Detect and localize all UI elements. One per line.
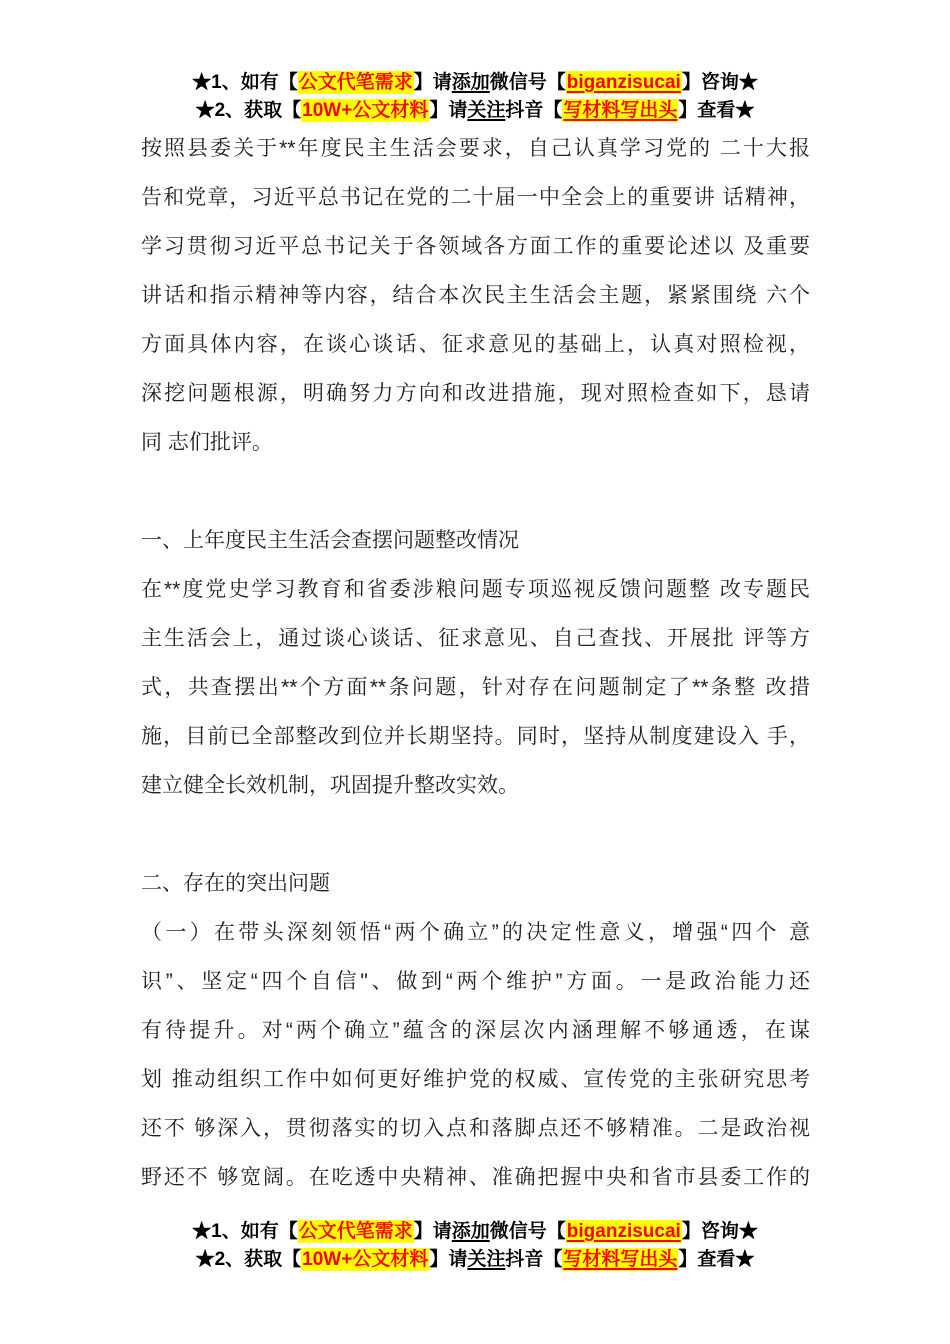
promo-text: 】请 [413, 72, 452, 93]
promo-text: 】咨询★ [681, 1221, 758, 1242]
promo-text: 微信号【 [489, 1221, 566, 1242]
document-line: 建立健全长效机制，巩固提升整改实效。 [141, 774, 519, 797]
highlighted-text: 写材料写出头 [563, 100, 678, 121]
promo-header [0, 69, 950, 125]
document-line [141, 467, 810, 516]
document-line: 告和党章，习近平总书记在党的二十届一中全会上的重要讲 话精神， [141, 186, 810, 209]
highlighted-text: 写材料写出头 [563, 1249, 678, 1270]
document-line: 式，共查摆出**个方面**条问题，针对存在问题制定了**条整 改措 [141, 676, 810, 699]
underlined-text: 关注 [467, 1249, 506, 1270]
promo-line [0, 97, 950, 125]
highlighted-text: 公文代笔需求 [298, 1221, 413, 1242]
document-line: 方面具体内容，在谈心谈话、征求意见的基础上，认真对照检视， [141, 333, 810, 356]
promo-text: 】请 [429, 1249, 468, 1270]
document-line: 深挖问题根源，明确努力方向和改进措施，现对照检查如下，恳请 [141, 382, 810, 405]
document-line: 还不 够深入，贯彻落实的切入点和落脚点还不够精准。二是政治视 [141, 1117, 810, 1140]
underlined-text: 关注 [467, 100, 506, 121]
document-line: 讲话和指示精神等内容，结合本次民主生活会主题，紧紧围绕 六个 [141, 284, 810, 307]
document-line: 有待提升。对“两个确立”蕴含的深层次内涵理解不够通透，在谋 [141, 1019, 810, 1042]
document-body [141, 124, 810, 1202]
promo-text: 】请 [429, 100, 468, 121]
promo-text: 抖音【 [505, 1249, 563, 1270]
document-line [141, 810, 810, 859]
highlighted-text: 公文代笔需求 [298, 72, 413, 93]
document-line: 主生活会上，通过谈心谈话、征求意见、自己查找、开展批 评等方 [141, 627, 810, 650]
document-line: 野还不 够宽阔。在吃透中央精神、准确把握中央和省市县委工作的 [141, 1166, 810, 1189]
document-line: 划 推动组织工作中如何更好维护党的权威、宣传党的主张研究思考 [141, 1068, 810, 1091]
promo-text: 】查看★ [678, 1249, 755, 1270]
document-line: 学习贯彻习近平总书记关于各领域各方面工作的重要论述以 及重要 [141, 235, 810, 258]
promo-line [0, 1218, 950, 1246]
promo-footer [0, 1218, 950, 1274]
promo-line [0, 1246, 950, 1274]
promo-text: 】请 [413, 1221, 452, 1242]
promo-line [0, 69, 950, 97]
highlighted-text: biganzisucai [566, 1221, 681, 1242]
underlined-text: 添加 [451, 72, 490, 93]
promo-text: ★2、获取【 [195, 1249, 302, 1270]
promo-text: ★1、如有【 [192, 72, 298, 93]
document-line: 施，目前已全部整改到位并长期坚持。同时，坚持从制度建设入 手， [141, 725, 810, 748]
underlined-text: 添加 [451, 1221, 490, 1242]
promo-text: 】查看★ [678, 100, 755, 121]
promo-text: ★1、如有【 [192, 1221, 298, 1242]
document-line: 同 志们批评。 [141, 431, 273, 454]
promo-text: ★2、获取【 [195, 100, 302, 121]
document-line: （一）在带头深刻领悟“两个确立”的决定性意义，增强“四个 意 [141, 921, 810, 944]
highlighted-text: 10W+公文材料 [302, 1249, 429, 1270]
highlighted-text: 10W+公文材料 [302, 100, 429, 121]
section-heading: 二、存在的突出问题 [141, 872, 330, 895]
promo-text: 微信号【 [489, 72, 566, 93]
promo-text: 】咨询★ [681, 72, 758, 93]
highlighted-text: biganzisucai [566, 72, 681, 93]
document-line: 识”、坚定“四个自信"、做到“两个维护”方面。一是政治能力还 [141, 970, 810, 993]
document-line: 按照县委关于**年度民主生活会要求，自己认真学习党的 二十大报 [141, 137, 810, 160]
document-line: 在**度党史学习教育和省委涉粮问题专项巡视反馈问题整 改专题民 [141, 578, 810, 601]
section-heading: 一、上年度民主生活会查摆问题整改情况 [141, 529, 519, 552]
promo-text: 抖音【 [505, 100, 563, 121]
